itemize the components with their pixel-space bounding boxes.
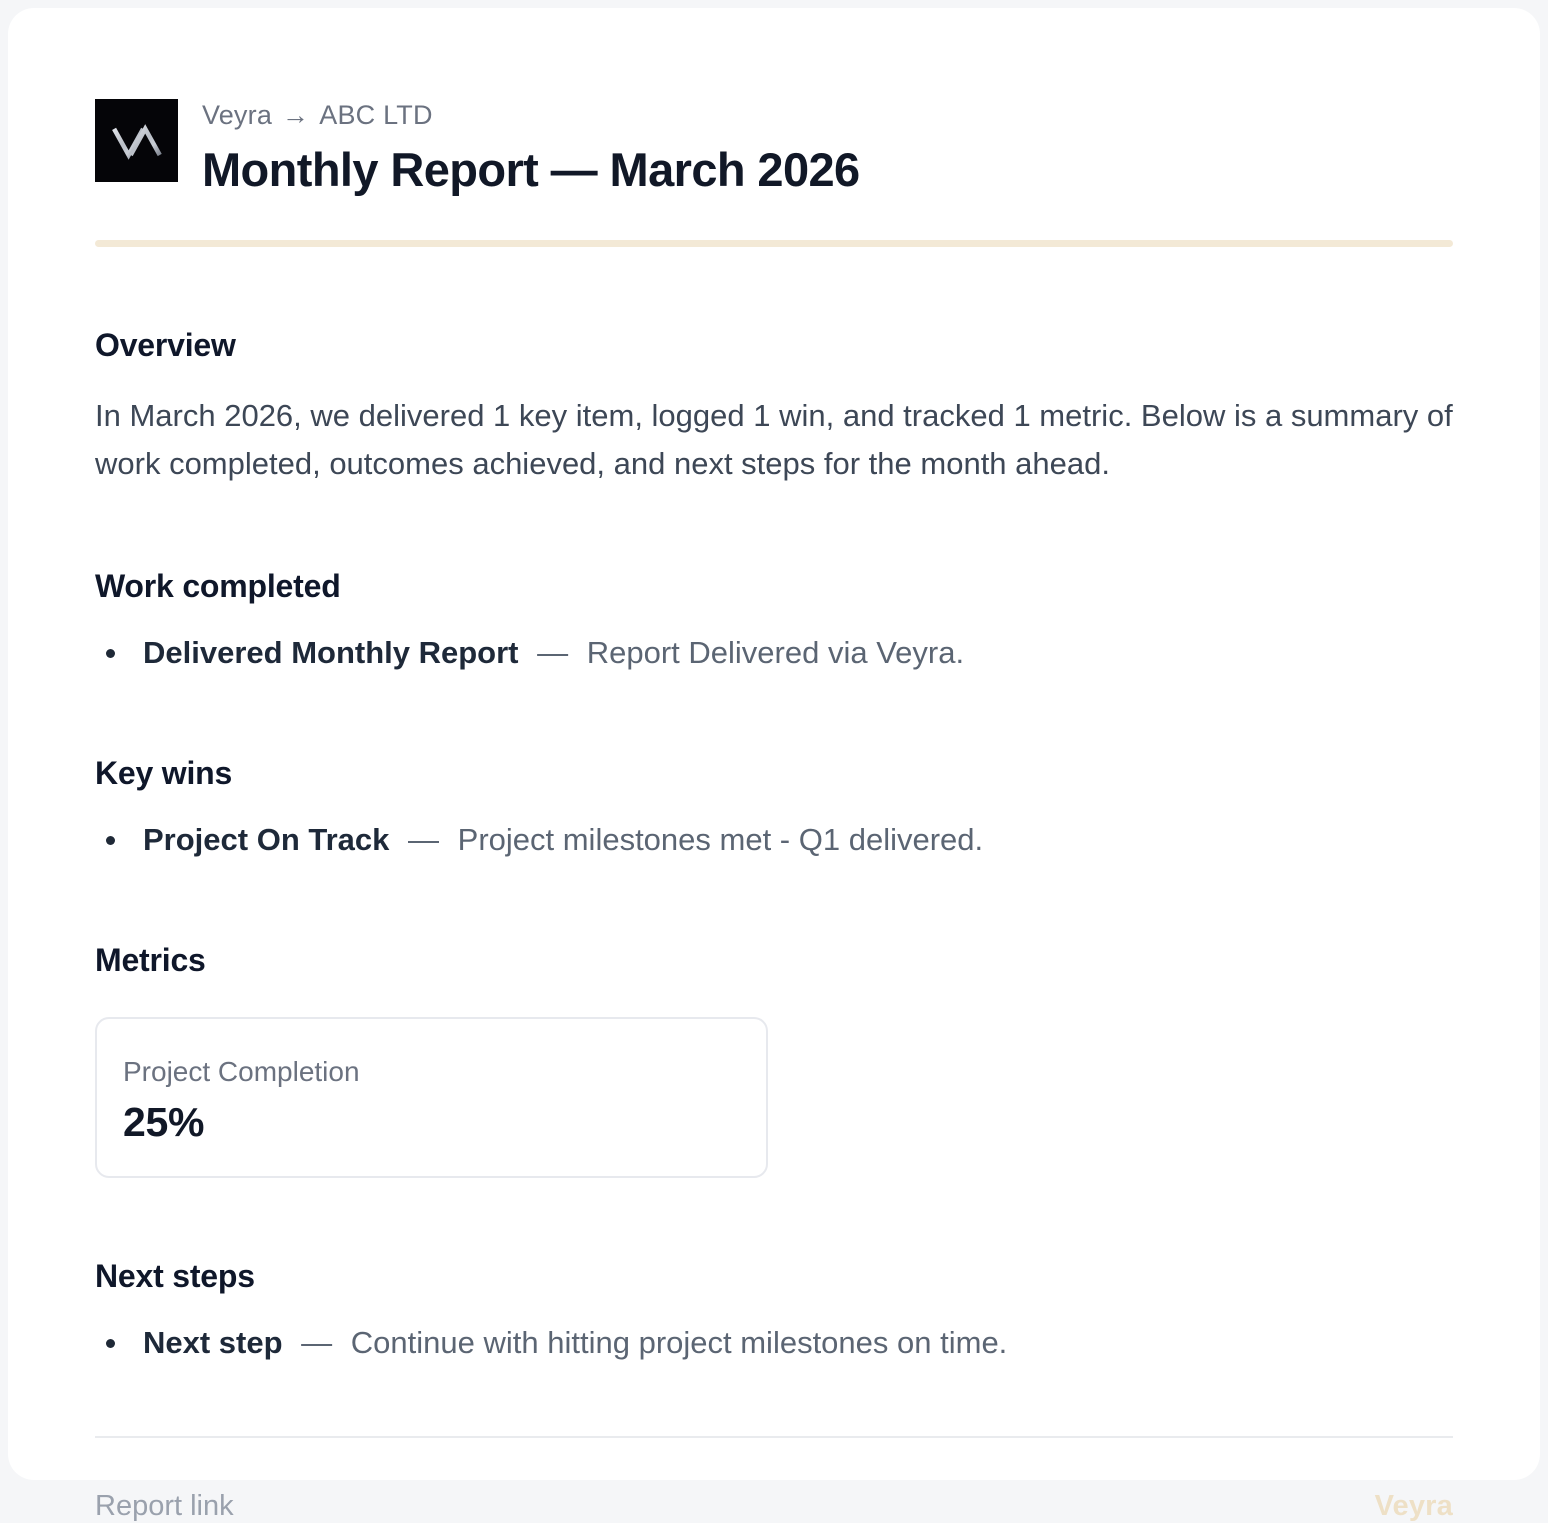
list-item-text [143, 631, 964, 675]
list-item [95, 631, 1453, 675]
section-heading-overview: Overview [95, 327, 236, 363]
key-wins-list [95, 818, 1453, 862]
bullet-dot [106, 836, 115, 845]
report-card [8, 8, 1540, 1522]
va-monogram-icon [95, 99, 178, 182]
bullet-dot [106, 649, 115, 658]
footer-divider [95, 1436, 1453, 1438]
list-item-description: Report Delivered via Veyra. [586, 635, 965, 670]
header-text [202, 99, 860, 196]
breadcrumb-arrow-icon: → [282, 100, 310, 130]
section-heading-metrics: Metrics [95, 942, 206, 978]
list-item-text [143, 818, 983, 862]
list-item-text [143, 1321, 1007, 1365]
overview-paragraph: In March 2026, we delivered 1 key item, logged 1 win, and tracked 1 metric. Below is a summary of work completed, outcomes achieved, and next steps for the month ahead. [95, 398, 1453, 481]
section-heading-next-steps: Next steps [95, 1258, 255, 1294]
list-item-description: Continue with hitting project milestones on time. [350, 1325, 1008, 1360]
veyra-logo [95, 99, 178, 182]
list-item-separator: — [537, 635, 569, 670]
report-link[interactable]: Report link [95, 1490, 234, 1522]
footer-brand-watermark: Veyra [1374, 1490, 1453, 1522]
list-item [95, 1321, 1453, 1365]
list-item-separator: — [301, 1325, 333, 1360]
list-item-title: Delivered Monthly Report [143, 635, 519, 670]
breadcrumb-brand: Veyra [202, 100, 273, 130]
page-title: Monthly Report — March 2026 [202, 143, 860, 196]
accent-divider [95, 240, 1453, 247]
list-item-title: Project On Track [143, 822, 390, 857]
bullet-dot [106, 1339, 115, 1348]
work-completed-list [95, 631, 1453, 675]
report-header [95, 99, 1453, 196]
list-item-separator: — [408, 822, 440, 857]
list-item-description: Project milestones met - Q1 delivered. [457, 822, 984, 857]
section-heading-work-completed: Work completed [95, 568, 341, 604]
next-steps-list [95, 1321, 1453, 1365]
metric-card [95, 1017, 768, 1178]
breadcrumb [202, 99, 860, 131]
breadcrumb-client: ABC LTD [319, 100, 433, 130]
list-item-title: Next step [143, 1325, 283, 1360]
metric-value: 25% [123, 1099, 205, 1145]
list-item [95, 818, 1453, 862]
footer [95, 1490, 1453, 1523]
section-heading-key-wins: Key wins [95, 755, 233, 791]
metric-label: Project Completion [123, 1056, 360, 1087]
